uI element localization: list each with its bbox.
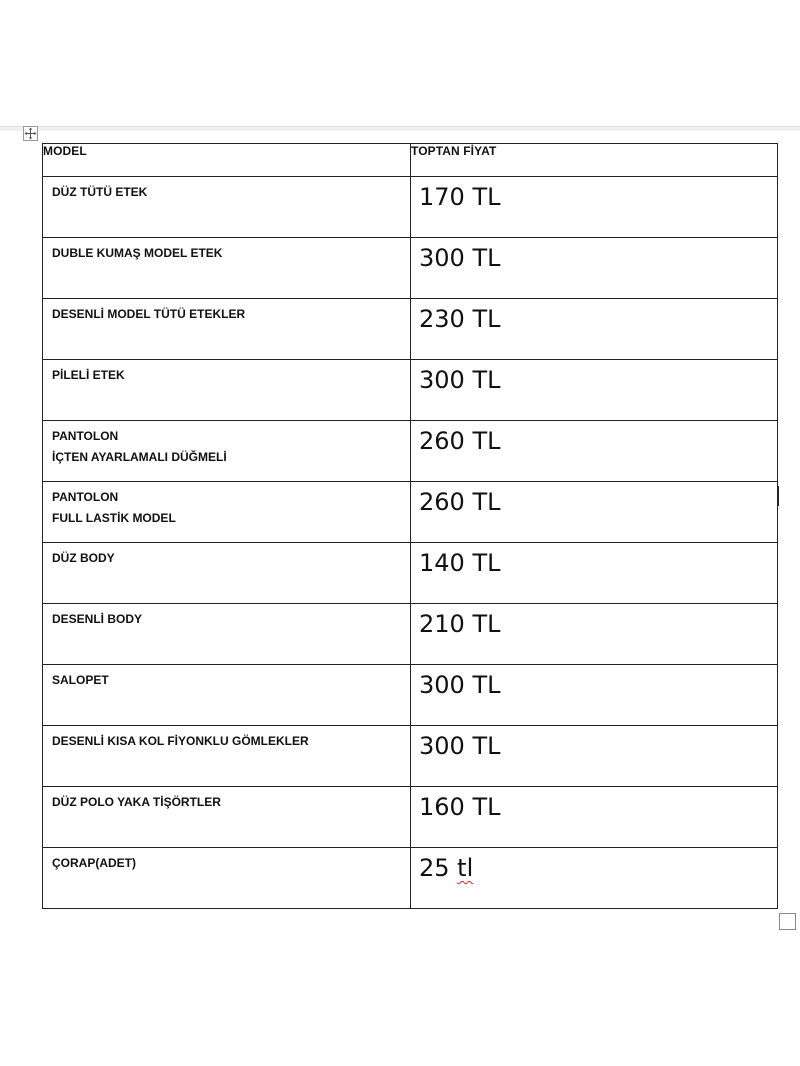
table-row: [43, 482, 778, 543]
model-cell[interactable]: [43, 177, 411, 238]
model-cell[interactable]: [43, 848, 411, 909]
table-row: [43, 421, 778, 482]
model-name-line: SALOPET: [52, 673, 109, 687]
price-value: 260 TL: [419, 427, 501, 455]
table-row: [43, 543, 778, 604]
price-cell[interactable]: [411, 360, 778, 421]
model-header[interactable]: MODEL: [43, 144, 411, 177]
model-name-line: DUBLE KUMAŞ MODEL ETEK: [52, 246, 223, 260]
table-row: [43, 726, 778, 787]
model-name-line: ÇORAP(ADET): [52, 856, 136, 870]
model-cell[interactable]: [43, 665, 411, 726]
table-row: [43, 665, 778, 726]
price-value: 300 TL: [419, 671, 501, 699]
price-cell[interactable]: [411, 787, 778, 848]
model-cell[interactable]: [43, 787, 411, 848]
price-value: 230 TL: [419, 305, 501, 333]
price-value: 300 TL: [419, 732, 501, 760]
price-unit-misspelled: tl: [457, 854, 474, 882]
price-cell[interactable]: [411, 482, 778, 543]
price-value: 300 TL: [419, 244, 501, 272]
model-cell[interactable]: [43, 360, 411, 421]
model-cell[interactable]: [43, 604, 411, 665]
price-cell[interactable]: [411, 177, 778, 238]
model-cell[interactable]: [43, 543, 411, 604]
price-cell[interactable]: [411, 238, 778, 299]
table-body: [43, 177, 778, 909]
table-row: [43, 848, 778, 909]
model-cell[interactable]: [43, 238, 411, 299]
price-cell[interactable]: [411, 726, 778, 787]
price-value: 210 TL: [419, 610, 501, 638]
price-cell[interactable]: [411, 543, 778, 604]
price-table[interactable]: [42, 143, 778, 909]
page-top-edge: [0, 126, 800, 131]
model-name-line: PANTOLON: [52, 490, 119, 504]
table-row: [43, 177, 778, 238]
table-move-handle-icon[interactable]: [23, 126, 38, 141]
model-name-line: İÇTEN AYARLAMALI DÜĞMELİ: [52, 450, 227, 464]
price-cell[interactable]: [411, 604, 778, 665]
table-row: [43, 360, 778, 421]
table-row: [43, 299, 778, 360]
model-cell[interactable]: [43, 726, 411, 787]
table-resize-handle-icon[interactable]: [779, 913, 796, 930]
table-row: [43, 238, 778, 299]
model-name-line: DESENLİ MODEL TÜTÜ ETEKLER: [52, 307, 246, 321]
model-name-line: PİLELİ ETEK: [52, 368, 125, 382]
price-value: 300 TL: [419, 366, 501, 394]
model-cell[interactable]: [43, 299, 411, 360]
price-value: 140 TL: [419, 549, 501, 577]
model-name-line: FULL LASTİK MODEL: [52, 511, 176, 525]
price-value: 25: [419, 854, 458, 882]
table-row: [43, 787, 778, 848]
table-row: [43, 604, 778, 665]
model-name-line: DÜZ BODY: [52, 551, 115, 565]
model-name-line: PANTOLON: [52, 429, 119, 443]
model-name-line: DÜZ TÜTÜ ETEK: [52, 185, 148, 199]
model-name-line: DESENLİ KISA KOL FİYONKLU GÖMLEKLER: [52, 734, 309, 748]
model-cell[interactable]: [43, 421, 411, 482]
header-row: [43, 144, 778, 177]
price-header[interactable]: TOPTAN FİYAT: [411, 144, 778, 177]
price-cell[interactable]: [411, 848, 778, 909]
price-value: 170 TL: [419, 183, 501, 211]
price-cell[interactable]: [411, 665, 778, 726]
model-cell[interactable]: [43, 482, 411, 543]
model-name-line: DESENLİ BODY: [52, 612, 143, 626]
text-cursor: [778, 486, 779, 506]
model-name-line: DÜZ POLO YAKA TİŞÖRTLER: [52, 795, 221, 809]
price-value: 160 TL: [419, 793, 501, 821]
price-cell[interactable]: [411, 299, 778, 360]
price-value: 260 TL: [419, 488, 501, 516]
price-cell[interactable]: [411, 421, 778, 482]
